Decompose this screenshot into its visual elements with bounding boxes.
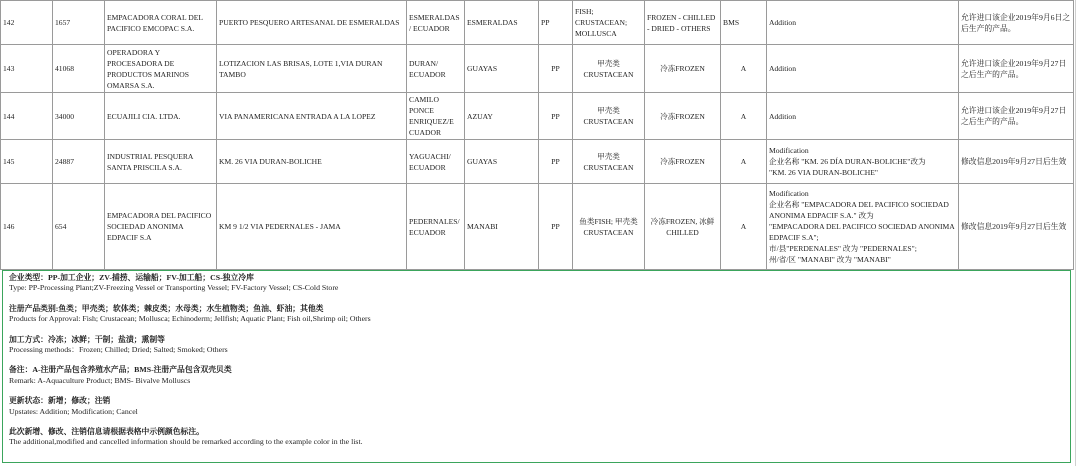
cell-method[interactable]: 冷冻FROZEN, 冰鲜 CHILLED bbox=[645, 184, 721, 270]
legend-products-zh: 注册产品类别:鱼类；甲壳类；软体类；棘皮类；水母类；水生植物类；鱼油、虾油；其他类 bbox=[9, 303, 324, 313]
status-line: 市/县"PERDENALES" 改为 "PEDERNALES"; bbox=[769, 244, 917, 253]
cell-no[interactable]: 143 bbox=[1, 45, 53, 93]
cell-no[interactable]: 145 bbox=[1, 140, 53, 184]
legend-methods-zh: 加工方式：冷冻；冰鲜；干制；盐渍；熏制等 bbox=[9, 334, 165, 344]
legend-note bbox=[9, 427, 1064, 448]
legend-products-en: Products for Approval: Fish; Crustacean; Mollusca; Echinoderm; Jellfish; Aquatic Plant; Fish oil,Shrimp oil; Others bbox=[9, 314, 371, 324]
cell-type[interactable]: PP bbox=[539, 1, 573, 45]
cell-products[interactable]: FISH; CRUSTACEAN; MOLLUSCA bbox=[573, 1, 645, 45]
cell-remark[interactable]: BMS bbox=[721, 1, 767, 45]
cell-products[interactable]: 甲壳类 CRUSTACEAN bbox=[573, 140, 645, 184]
cell-no[interactable]: 146 bbox=[1, 184, 53, 270]
cell-reg-number[interactable]: 24887 bbox=[53, 140, 105, 184]
legend-products bbox=[9, 304, 1064, 325]
cell-type[interactable]: PP bbox=[539, 140, 573, 184]
cell-note[interactable]: 修改信息2019年9月27日后生效 bbox=[959, 184, 1074, 270]
cell-city[interactable]: YAGUACHI/ ECUADOR bbox=[407, 140, 465, 184]
cell-name[interactable]: INDUSTRIAL PESQUERA SANTA PRISCILA S.A. bbox=[105, 140, 217, 184]
table-row[interactable] bbox=[1, 45, 1074, 93]
cell-name[interactable]: OPERADORA Y PROCESADORA DE PRODUCTOS MARINOS OMARSA S.A. bbox=[105, 45, 217, 93]
legend-type-en: Type: PP-Processing Plant;ZV-Freezing Vessel or Transporting Vessel; FV-Factory Vessel; CS-Cold Store bbox=[9, 283, 339, 293]
cell-reg-number[interactable]: 34000 bbox=[53, 93, 105, 140]
legend-remark-zh: 备注：A-注册产品包含养殖水产品；BMS-注册产品包含双壳贝类 bbox=[9, 365, 232, 375]
cell-note[interactable]: 修改信息2019年9月27日后生效 bbox=[959, 140, 1074, 184]
cell-address[interactable]: VIA PANAMERICANA ENTRADA A LA LOPEZ bbox=[217, 93, 407, 140]
cell-address[interactable]: KM 9 1/2 VIA PEDERNALES - JAMA bbox=[217, 184, 407, 270]
cell-province[interactable]: GUAYAS bbox=[465, 45, 539, 93]
cell-address[interactable]: PUERTO PESQUERO ARTESANAL DE ESMERALDAS bbox=[217, 1, 407, 45]
status-line: 企业名称 "KM. 26 DÍA DURAN-BOLICHE"改为 bbox=[769, 157, 926, 166]
legend-remark bbox=[9, 365, 1064, 386]
sheet-edge-divider bbox=[1075, 0, 1076, 466]
status-line: "EMPACADORA DEL PACIFICO SOCIEDAD ANONIMA EDPACIF S.A"; bbox=[769, 222, 955, 242]
cell-type[interactable]: PP bbox=[539, 45, 573, 93]
cell-address[interactable]: KM. 26 VIA DURAN-BOLICHE bbox=[217, 140, 407, 184]
cell-method[interactable]: 冷冻FROZEN bbox=[645, 93, 721, 140]
cell-products[interactable]: 鱼类FISH; 甲壳类 CRUSTACEAN bbox=[573, 184, 645, 270]
legend-update-zh: 更新状态：新增；修改；注销 bbox=[9, 396, 111, 406]
cell-city[interactable]: CAMILO PONCE ENRIQUEZ/E CUADOR bbox=[407, 93, 465, 140]
status-line: 企业名称 "EMPACADORA DEL PACIFICO SOCIEDAD ANONIMA EDPACIF S.A." 改为 bbox=[769, 200, 949, 220]
cell-city[interactable]: ESMERALDAS / ECUADOR bbox=[407, 1, 465, 45]
cell-remark[interactable]: A bbox=[721, 93, 767, 140]
legend-methods bbox=[9, 335, 1064, 356]
cell-note[interactable]: 允许进口该企业2019年9月27日之后生产的产品。 bbox=[959, 93, 1074, 140]
cell-status[interactable] bbox=[767, 184, 959, 270]
table-row[interactable] bbox=[1, 140, 1074, 184]
cell-reg-number[interactable]: 1657 bbox=[53, 1, 105, 45]
legend-update bbox=[9, 396, 1064, 417]
cell-address[interactable]: LOTIZACION LAS BRISAS, LOTE 1,VIA DURAN TAMBO bbox=[217, 45, 407, 93]
status-line: 州/省/区 "MANABI" 改为 "MANABI" bbox=[769, 255, 891, 264]
cell-remark[interactable]: A bbox=[721, 184, 767, 270]
cell-status[interactable]: Addition bbox=[767, 1, 959, 45]
cell-no[interactable]: 144 bbox=[1, 93, 53, 140]
cell-status[interactable]: Addition bbox=[767, 93, 959, 140]
legend-methods-en: Processing methods：Frozen; Chilled; Dried; Salted; Smoked; Others bbox=[9, 345, 228, 355]
table-row[interactable] bbox=[1, 93, 1074, 140]
cell-method[interactable]: 冷冻FROZEN bbox=[645, 140, 721, 184]
status-line: Modification bbox=[769, 189, 809, 198]
legend-remark-en: Remark: A-Aquaculture Product; BMS- Bivalve Molluscs bbox=[9, 375, 191, 385]
cell-province[interactable]: AZUAY bbox=[465, 93, 539, 140]
cell-name[interactable]: EMPACADORA DEL PACIFICO SOCIEDAD ANONIMA EDPACIF S.A bbox=[105, 184, 217, 270]
legend-note-en: The additional,modified and cancelled information should be remarked according to the example color in the list. bbox=[9, 437, 363, 447]
cell-city[interactable]: PEDERNALES/ ECUADOR bbox=[407, 184, 465, 270]
legend-update-en: Upstates: Addition; Modification; Cancel bbox=[9, 406, 138, 416]
cell-status[interactable]: Addition bbox=[767, 45, 959, 93]
cell-products[interactable]: 甲壳类 CRUSTACEAN bbox=[573, 93, 645, 140]
cell-province[interactable]: ESMERALDAS bbox=[465, 1, 539, 45]
cell-method[interactable]: 冷冻FROZEN bbox=[645, 45, 721, 93]
cell-note[interactable]: 允许进口该企业2019年9月27日之后生产的产品。 bbox=[959, 45, 1074, 93]
legend-type-zh: 企业类型：PP-加工企业；ZV-捕捞、运输船；FV-加工船；CS-独立冷库 bbox=[9, 273, 254, 282]
cell-type[interactable]: PP bbox=[539, 93, 573, 140]
cell-city[interactable]: DURAN/ ECUADOR bbox=[407, 45, 465, 93]
cell-reg-number[interactable]: 654 bbox=[53, 184, 105, 270]
cell-name[interactable]: EMPACADORA CORAL DEL PACIFICO EMCOPAC S.A. bbox=[105, 1, 217, 45]
cell-remark[interactable]: A bbox=[721, 140, 767, 184]
status-line: "KM. 26 VIA DURAN-BOLICHE" bbox=[769, 168, 878, 177]
cell-reg-number[interactable]: 41068 bbox=[53, 45, 105, 93]
cell-status[interactable] bbox=[767, 140, 959, 184]
cell-type[interactable]: PP bbox=[539, 184, 573, 270]
cell-name[interactable]: ECUAJILI CIA. LTDA. bbox=[105, 93, 217, 140]
cell-no[interactable]: 142 bbox=[1, 1, 53, 45]
table-row[interactable] bbox=[1, 1, 1074, 45]
legend-type bbox=[9, 273, 1064, 294]
table-row[interactable] bbox=[1, 184, 1074, 270]
cell-products[interactable]: 甲壳类 CRUSTACEAN bbox=[573, 45, 645, 93]
legend-cell[interactable] bbox=[2, 270, 1071, 463]
cell-method[interactable]: FROZEN - CHILLED - DRIED - OTHERS bbox=[645, 1, 721, 45]
cell-province[interactable]: GUAYAS bbox=[465, 140, 539, 184]
legend-note-zh: 此次新增、修改、注销信息请根据表格中示例颜色标注。 bbox=[9, 427, 204, 437]
cell-remark[interactable]: A bbox=[721, 45, 767, 93]
status-line: Modification bbox=[769, 146, 809, 155]
cell-note[interactable]: 允许进口该企业2019年9月6日之后生产的产品。 bbox=[959, 1, 1074, 45]
cell-province[interactable]: MANABI bbox=[465, 184, 539, 270]
